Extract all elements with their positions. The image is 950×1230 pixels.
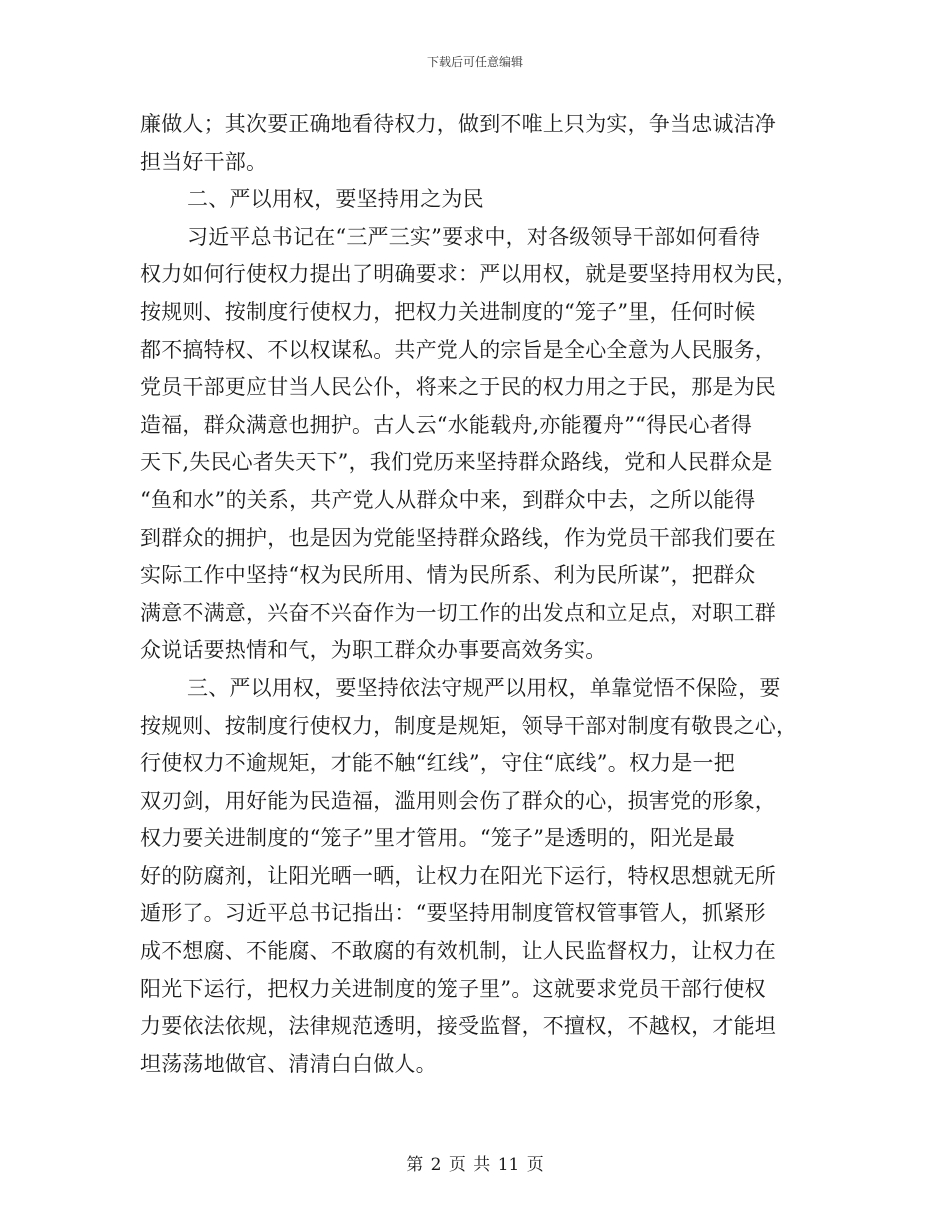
section-heading: 二、严以用权，要坚持用之为民 [187, 187, 484, 212]
text-line: 阳光下运行，把权力关进制度的笼子里”。这就要求党员干部行使权 [140, 976, 766, 1001]
text-line: 遁形了。习近平总书记指出：“要坚持用制度管权管事管人，抓紧形 [140, 901, 766, 926]
document-body [140, 106, 810, 1083]
text-line: 担当好干部。 [140, 149, 268, 174]
page-header-note: 下载后可任意编辑 [426, 55, 523, 69]
text-line: 权力要关进制度的“笼子”里才管用。“笼子”是透明的，阳光是最 [140, 826, 735, 851]
text-line: 习近平总书记在“三严三实”要求中，对各级领导干部如何看待 [187, 224, 761, 249]
page-number: 第 2 页 共 11 页 [406, 1155, 544, 1175]
text-line: 权力如何行使权力提出了明确要求：严以用权，就是要坚持用权为民， [140, 262, 798, 287]
text-line: 天下,失民心者失天下”，我们党历来坚持群众路线，党和人民群众是 [140, 450, 773, 475]
text-line: 造福，群众满意也拥护。古人云“水能载舟,亦能覆舟”“得民心者得 [140, 412, 753, 437]
text-line: 廉做人；其次要正确地看待权力，做到不唯上只为实，争当忠诚洁净 [140, 112, 776, 136]
text-line: 好的防腐剂，让阳光晒一晒，让权力在阳光下运行，特权思想就无所 [140, 863, 776, 888]
text-line: 实际工作中坚持“权为民所用、情为民所系、利为民所谋”，把群众 [140, 563, 756, 588]
text-line: 党员干部更应甘当人民公仆，将来之于民的权力用之于民，那是为民 [140, 375, 776, 400]
text-line: 满意不满意，兴奋不兴奋作为一切工作的出发点和立足点，对职工群 [140, 600, 776, 625]
text-line: 众说话要热情和气，为职工群众办事要高效务实。 [140, 638, 607, 663]
text-line: 都不搞特权、不以权谋私。共产党人的宗旨是全心全意为人民服务， [140, 337, 776, 362]
text-line: “鱼和水”的关系，共产党人从群众中来，到群众中去，之所以能得 [140, 487, 756, 512]
text-line: 按规则、按制度行使权力，把权力关进制度的“笼子”里，任何时候 [140, 299, 756, 324]
text-line: 坦荡荡地做官、清清白白做人。 [140, 1051, 437, 1076]
text-line: 双刃剑，用好能为民造福，滥用则会伤了群众的心，损害党的形象， [140, 788, 776, 813]
text-line: 力要依法依规，法律规范透明，接受监督，不擅权，不越权，才能坦 [140, 1014, 776, 1039]
text-line: 按规则、按制度行使权力，制度是规矩，领导干部对制度有敬畏之心， [140, 713, 798, 738]
text-line: 成不想腐、不能腐、不敢腐的有效机制，让人民监督权力，让权力在 [140, 939, 776, 964]
text-line: 行使权力不逾规矩，才能不触“红线”，守住“底线”。权力是一把 [140, 751, 735, 776]
text-line: 到群众的拥护，也是因为党能坚持群众路线，作为党员干部我们要在 [140, 525, 776, 550]
section-heading: 三、严以用权，要坚持依法守规严以用权，单靠觉悟不保险，要 [187, 675, 781, 700]
